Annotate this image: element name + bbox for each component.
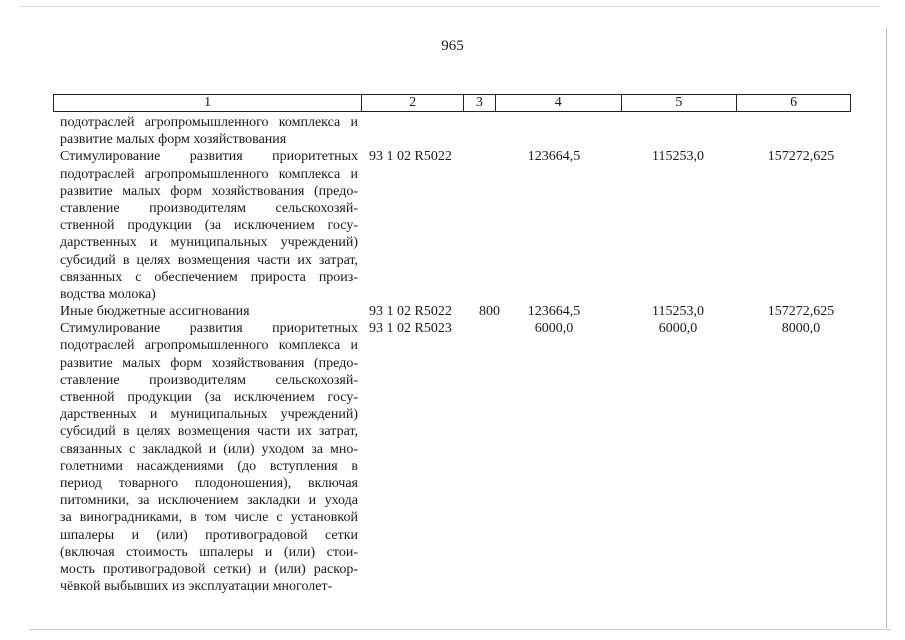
row-name-line: водства молока) [60,286,156,302]
header-col-5: 5 [622,95,738,111]
row-name-line: подотраслей агропромышленного комплекса и [60,338,358,354]
row-value-2026: 8000,0 [781,321,821,337]
header-col-6: 6 [790,95,798,110]
table-header [53,94,851,112]
row-name-line: дарственных и муниципальных учреждений) [60,235,358,251]
row-name-line: подотраслей агропромышленного комплекса и [60,115,358,130]
row-name-line: подотраслей агропромышленного комплекса и [60,166,358,182]
row-name [60,320,358,595]
scan-top-edge [20,6,880,7]
table-row [60,114,358,148]
row-value-2025: 115253,0 [652,304,704,320]
row-name-line: голетними насаждениями (до вступления в [60,458,358,474]
row-name [60,114,358,148]
row-code: 93 1 02 R5023 [369,321,452,337]
row-value-2025: 6000,0 [658,321,698,337]
row-name-line: субсидий в целях возмещения части их затрат, [60,424,358,440]
row-value-2026: 157272,625 [767,149,835,165]
row-name-line: Стимулирование развития приоритетных [60,321,358,337]
row-name-line: связанных с закладкой и (или) уходом за мно- [60,441,358,457]
row-vr: 800 [479,304,500,320]
row-name-line: ставление производителям сельскохозяй- [60,372,358,388]
row-name-line: Иные бюджетные ассигнования [60,304,250,320]
row-name-line: развитие малых форм хозяйствования (предо- [60,183,358,199]
row-value-2024: 123664,5 [527,149,581,165]
row-name-line: чёвкой выбывших из эксплуатации многолет- [60,579,333,595]
scan-right-edge [886,28,887,628]
header-col-4: 4 [496,95,622,111]
row-name-line: субсидий в целях возмещения части их затрат, [60,252,358,268]
row-value-2024: 123664,5 [527,304,581,320]
table-row [60,320,821,595]
page-number: 965 [441,38,464,54]
row-name-line: ственной продукции (за исключением госу- [60,390,358,405]
row-name-line: Стимулирование развития приоритетных [60,149,358,165]
row-name-line: развитие малых форм хозяйствования [60,132,287,148]
row-code: 93 1 02 R5022 [369,304,452,320]
row-name-line: развитие малых форм хозяйствования (предо- [60,355,358,371]
row-value-2026: 157272,625 [767,304,835,320]
row-name-line: (включая стоимость шпалеры и (или) стои- [60,544,358,560]
row-name-line: за виноградниками, в том числе с установкой [60,510,358,526]
row-name-line: связанных с обеспечением прироста произ- [60,269,358,285]
row-name-line: мость противоградовой сетки) и (или) раскор- [60,561,358,577]
table-row [60,148,835,303]
table-row [60,303,835,320]
row-name [60,148,358,303]
header-col-3: 3 [464,95,496,111]
row-name [60,303,358,320]
row-code: 93 1 02 R5022 [369,149,452,165]
header-col-1: 1 [54,95,362,111]
row-name-line: дарственных и муниципальных учреждений) [60,407,358,423]
row-name-line: период товарного плодоношения), включая [60,475,358,491]
row-name-line: ставление производителям сельскохозяй- [60,200,358,216]
row-value-2025: 115253,0 [652,149,704,165]
row-name-line: питомники, за исключением закладки и ухода [60,493,358,509]
scan-bottom-edge [30,629,890,630]
table-body [60,114,835,595]
header-col-2: 2 [362,95,464,111]
row-name-line: ственной продукции (за исключением госу- [60,218,358,234]
row-name-line: шпалеры и (или) противоградовой сетки [60,527,358,543]
row-value-2024: 6000,0 [534,321,574,337]
